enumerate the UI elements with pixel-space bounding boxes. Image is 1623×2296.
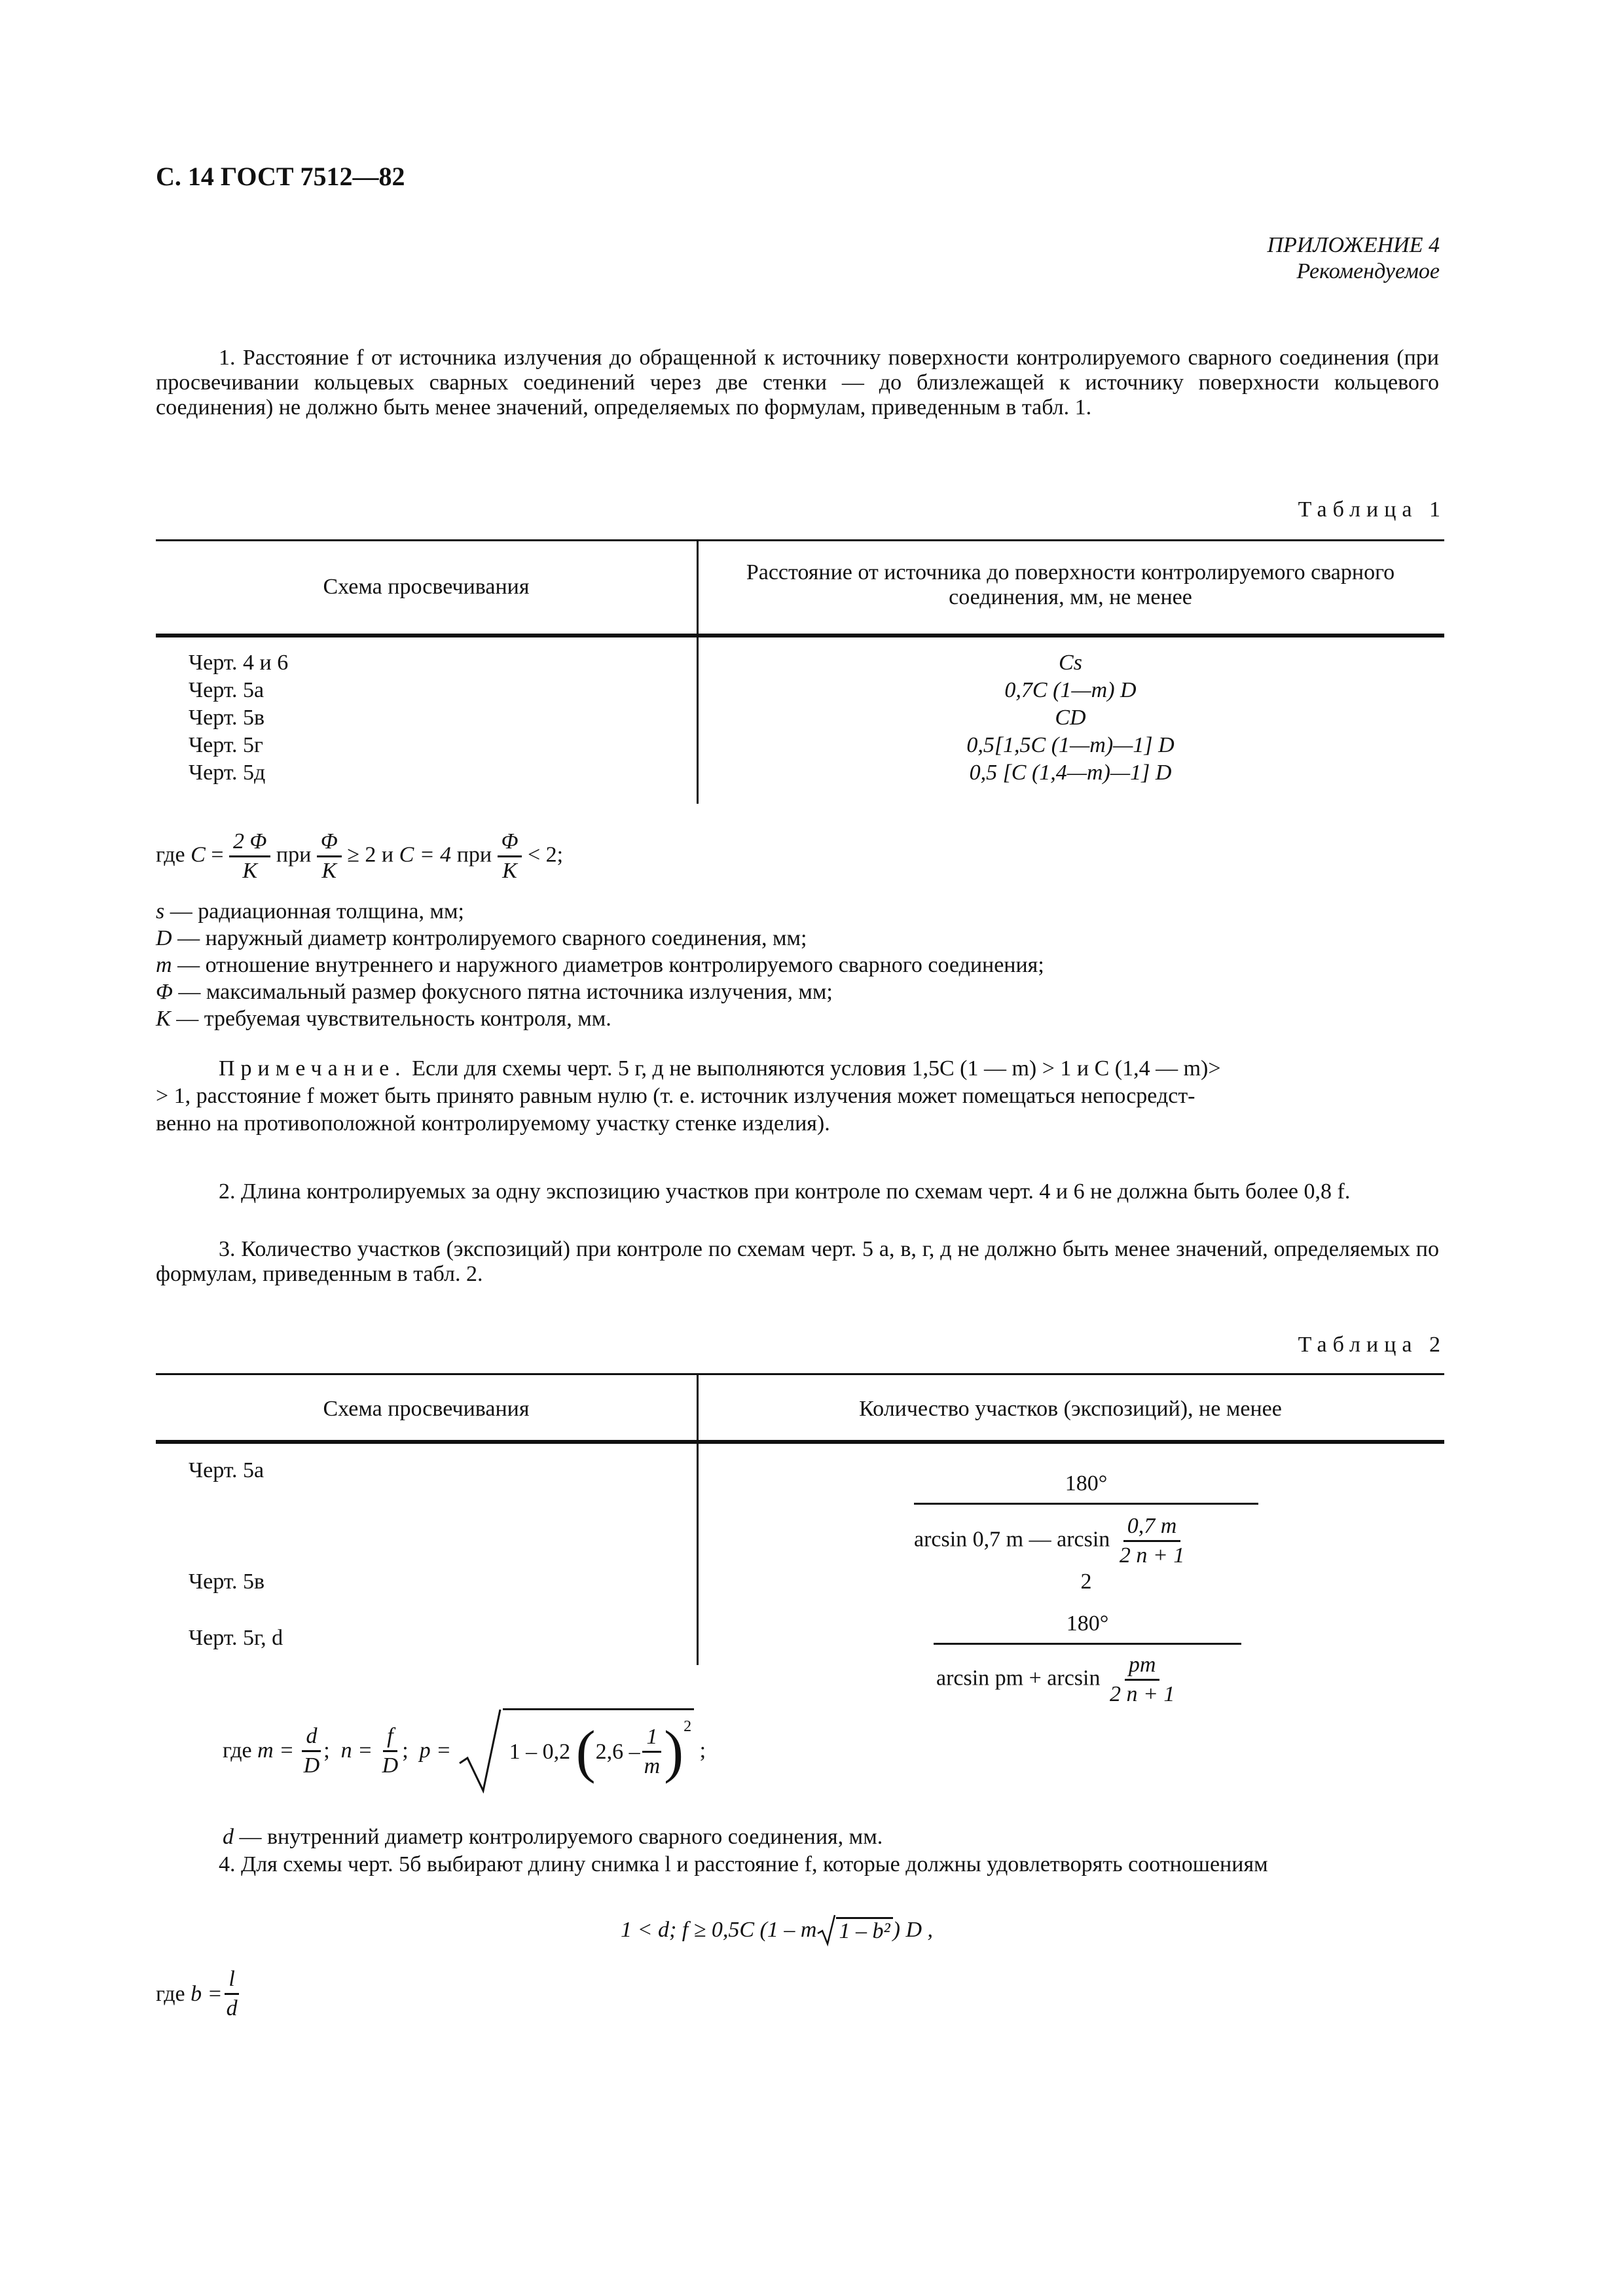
square-root: 1 – 0,2 ( 2,6 – $\frac{1}{m}$ ) 2 xyxy=(457,1708,695,1793)
paragraph-2: 2. Длина контролируемых за одну экспозицию участков при контроле по схемам черт. 4 и 6 не должна быть более 0,8 f. xyxy=(219,1179,1351,1204)
table-1-column-divider xyxy=(697,539,699,804)
p-variable: p = xyxy=(419,1738,452,1763)
table-2-header-count: Количество участков (экспозиций), не менее xyxy=(859,1397,1282,1421)
equals-sign: = xyxy=(211,842,224,867)
fraction-07m-2n1: $\frac{0,7 m}{2 n + 1}$ xyxy=(1119,1514,1185,1568)
paragraph-1: 1. Расстояние f от источника излучения до обращенной к источнику поверхности контролируемого сварного соединения (при просвечивании кольцевых сварных соединений через две стенки — до близлежащей к источнику поверхности кольцевого соединения) не должно быть менее значений, определяемых по формулам, приведенным в табл. 1. xyxy=(156,346,1439,420)
table-1-value-cell: Cs xyxy=(1059,651,1082,675)
appendix-status: Рекомендуемое xyxy=(1296,259,1440,283)
where-label: где xyxy=(156,842,185,867)
when-label: при xyxy=(456,842,492,867)
when-label: при xyxy=(276,842,312,867)
fraction-pm-2n1: $\frac{pm}{2 n + 1}$ xyxy=(1109,1653,1175,1706)
formula-4: 1 < d; f ≥ 0,5C (1 – m 1 – b² ) D , xyxy=(621,1914,933,1946)
paragraph-3: 3. Количество участков (экспозиций) при контроле по схемам черт. 5 а, в, г, д не должно быть менее значений, определяемых по формулам, приведенным в табл. 2. xyxy=(156,1237,1439,1286)
formula-row3-bar xyxy=(934,1643,1241,1645)
radical-sign-icon xyxy=(457,1708,503,1793)
table-2-scheme-cell: Черт. 5а xyxy=(189,1458,264,1482)
legend-item: m — отношение внутреннего и наружного диаметров контролируемого сварного соединения; xyxy=(156,953,1044,977)
table-2-value-cell: 2 xyxy=(1080,1570,1092,1594)
note-line: Примечание. Если для схемы черт. 5 г, д не выполняются условия 1,5C (1 — m) > 1 и C (1,4 — m)> xyxy=(219,1056,1221,1081)
formula-row3-denominator: arcsin pm + arcsin $\frac{pm}{2 n + 1}$ xyxy=(936,1652,1178,1708)
formula-row3-numerator: 180° xyxy=(1066,1611,1109,1636)
fraction-phi-k: $\frac{\Phi}{K}$ xyxy=(317,829,342,884)
legend-1 xyxy=(156,898,1044,1032)
fraction-f-D: $\frac{f}{D}$ xyxy=(382,1723,399,1778)
page-reference: С. 14 ГОСТ 7512—82 xyxy=(156,162,405,191)
table-2-header-scheme: Схема просвечивания xyxy=(323,1397,530,1421)
formula-b-definition: где b = $\frac{l}{d}$ xyxy=(156,1966,242,2022)
note-label: Примечание. xyxy=(219,1056,407,1081)
c-variable: C xyxy=(191,842,206,867)
table-2-column-divider xyxy=(697,1373,699,1665)
table-1-top-rule xyxy=(156,539,1444,541)
table-1-scheme-cell: Черт. 5а xyxy=(189,678,264,702)
legend-item: D — наружный диаметр контролируемого сварного соединения, мм; xyxy=(156,926,807,950)
table-1-scheme-cell: Черт. 5в xyxy=(189,706,265,730)
table-1-caption: Таблица 1 xyxy=(1298,497,1446,522)
table-1-header-distance: Расстояние от источника до поверхности контролируемого сварного соединения, мм, не менее xyxy=(746,560,1395,609)
where-label: где xyxy=(223,1738,252,1763)
fraction-l-d: $\frac{l}{d}$ xyxy=(223,1966,242,2022)
table-1-scheme-cell: Черт. 5д xyxy=(189,761,266,785)
fraction-d-D: $\frac{d}{D}$ xyxy=(300,1723,324,1779)
table-1-header-rule xyxy=(156,634,1444,637)
m-variable: m = xyxy=(257,1738,295,1763)
note-line: > 1, расстояние f может быть принято равным нулю (т. е. источник излучения может помещаться непосредст- xyxy=(156,1084,1195,1108)
table-1-value-cell: 0,5[1,5C (1—m)—1] D xyxy=(966,733,1175,757)
fraction-2phi-k: $\frac{2 \Phi}{K}$ xyxy=(229,829,270,884)
note-block xyxy=(156,1055,1439,1138)
n-variable: n = xyxy=(340,1738,373,1763)
table-1-value-cell: 0,5 [C (1,4—m)—1] D xyxy=(969,761,1172,785)
table-2-scheme-cell: Черт. 5в xyxy=(189,1570,265,1594)
radical-sign-icon xyxy=(816,1914,836,1946)
formula-row1-numerator: 180° xyxy=(1065,1471,1108,1496)
appendix-title: ПРИЛОЖЕНИЕ 4 xyxy=(1267,233,1440,257)
c-equals-4: C = 4 xyxy=(399,842,452,867)
paragraph-4: 4. Для схемы черт. 5б выбирают длину снимка l и расстояние f, которые должны удовлетворять соотношениям xyxy=(219,1852,1268,1876)
formula-row1-bar xyxy=(914,1503,1258,1505)
legend-2: d — внутренний диаметр контролируемого сварного соединения, мм. xyxy=(223,1825,883,1849)
legend-item: K — требуемая чувствительность контроля, мм. xyxy=(156,1007,611,1031)
table-1-header-scheme: Схема просвечивания xyxy=(323,575,530,599)
table-1-values xyxy=(707,649,1434,787)
fraction-phi-k: $\frac{\Phi}{K}$ xyxy=(498,829,522,884)
legend-item: Φ — максимальный размер фокусного пятна источника излучения, мм; xyxy=(156,980,833,1004)
table-1-value-cell: 0,7C (1—m) D xyxy=(1004,678,1137,702)
table-2-top-rule xyxy=(156,1373,1444,1375)
table-1-value-cell: CD xyxy=(1055,706,1086,730)
formula-c-definition xyxy=(156,829,563,884)
table-2-header-rule xyxy=(156,1440,1444,1444)
note-line: венно на противоположной контролируемому участку стенке изделия). xyxy=(156,1111,830,1136)
formula-row1-denominator: arcsin 0,7 m — arcsin $\frac{0,7 m}{2 n + 1}$ xyxy=(914,1513,1188,1569)
fraction-1-m: $\frac{1}{m}$ xyxy=(640,1724,665,1780)
condition-ge-2: ≥ 2 и xyxy=(347,842,394,867)
formula-m-n-p: где m = $\frac{d}{D}$ ; n = $\frac{f}{D}$ ; p = 1 – 0,2 ( 2,6 – $\frac{1}{m}$ ) 2 ; xyxy=(223,1708,706,1793)
table-2-caption: Таблица 2 xyxy=(1298,1333,1446,1357)
table-1-scheme-cell: Черт. 5г xyxy=(189,733,263,757)
legend-item: s — радиационная толщина, мм; xyxy=(156,899,464,924)
condition-lt-2: < 2; xyxy=(527,842,564,867)
table-1-scheme-cell: Черт. 4 и 6 xyxy=(189,651,289,675)
table-1-schemes xyxy=(189,649,288,787)
table-2-scheme-cell: Черт. 5г, d xyxy=(189,1626,283,1650)
